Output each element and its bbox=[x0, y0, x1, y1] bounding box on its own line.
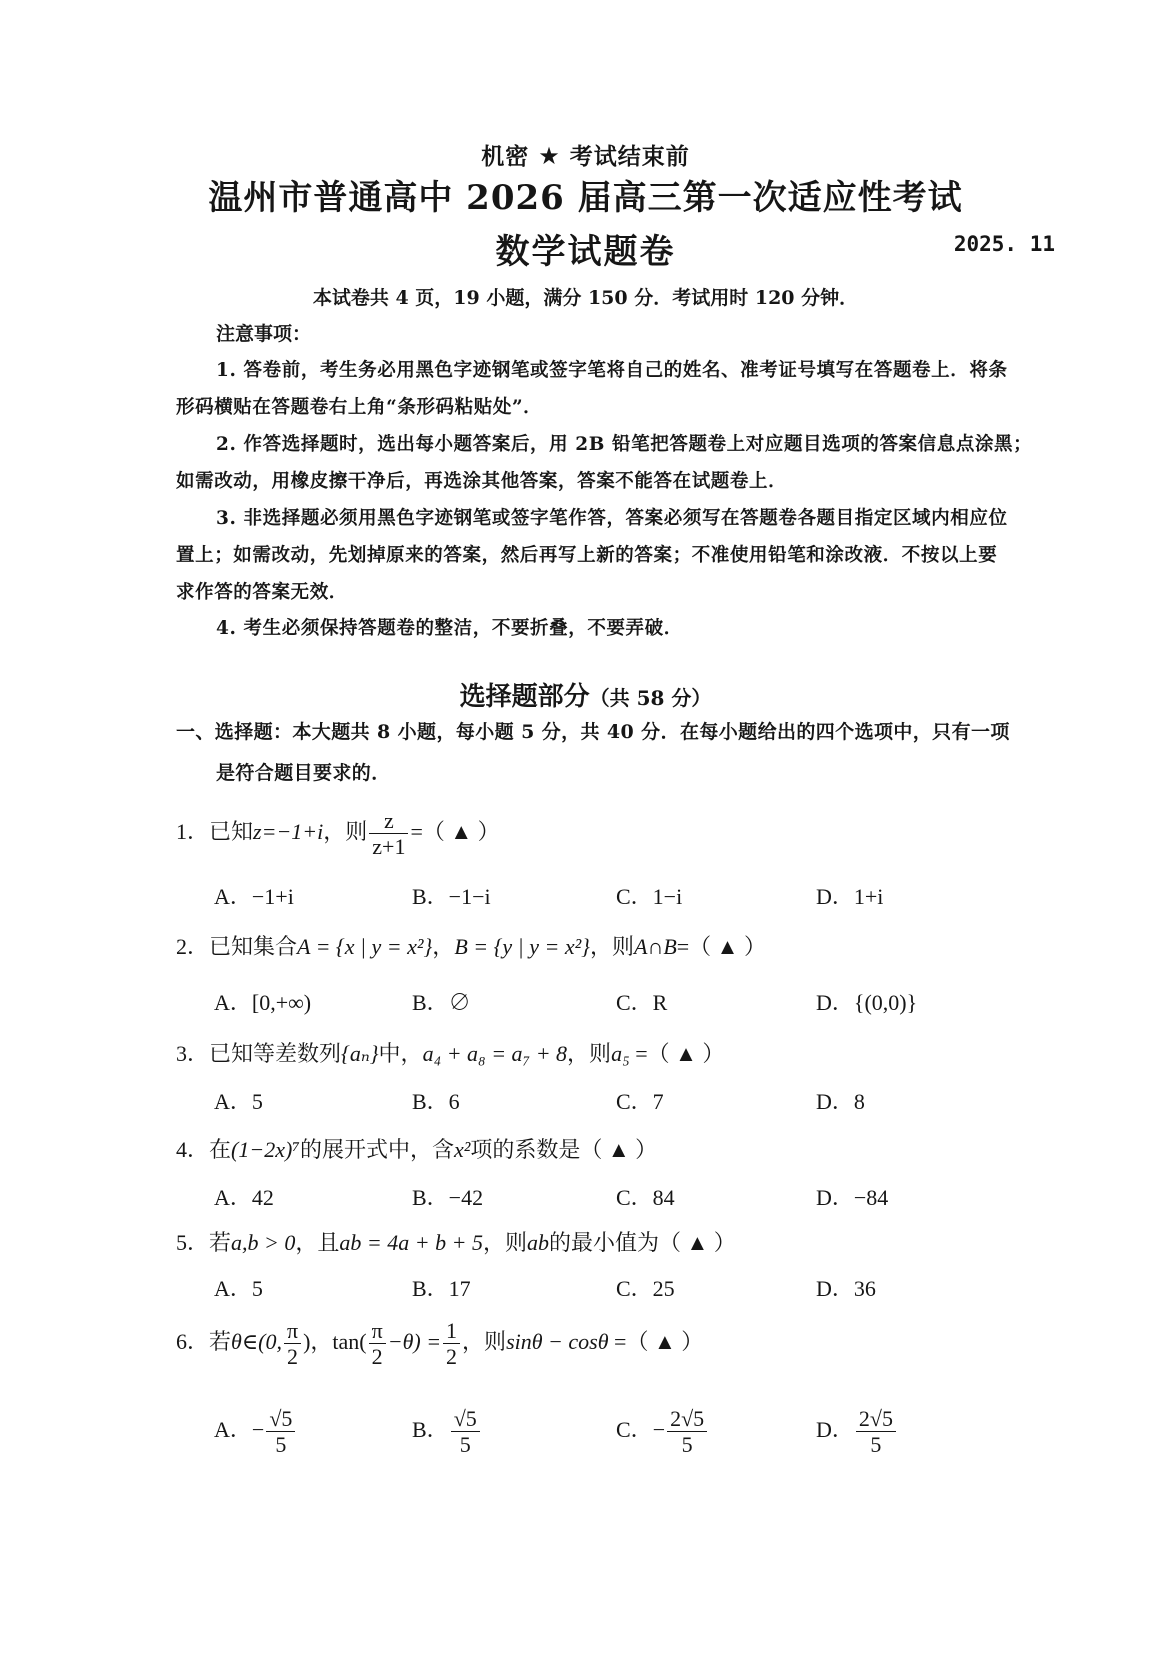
option-b: B．∅ bbox=[412, 990, 471, 1015]
option-a: A．−1+i bbox=[214, 884, 294, 909]
math-expression: x² bbox=[453, 1137, 471, 1162]
option-d: D．{(0,0)} bbox=[816, 990, 918, 1015]
option-d: D．1+i bbox=[816, 884, 884, 909]
question-1: 1．已知z=−1+i，则 $\frac{z}{z+1}$ =（ ▲ ） bbox=[176, 808, 500, 860]
fraction: $\frac{√5}{5}$ bbox=[451, 1406, 480, 1458]
option-d: D． $\frac{2√5}{5}$ bbox=[816, 1406, 898, 1458]
option-b: B．17 bbox=[412, 1276, 471, 1301]
part-intro: 是符合题目要求的． bbox=[216, 762, 391, 784]
option-c: C．R bbox=[616, 990, 668, 1015]
confidential-until-label: 考试结束前 bbox=[569, 144, 690, 170]
math-expression: ab bbox=[526, 1230, 549, 1255]
option-b: B．6 bbox=[412, 1089, 460, 1114]
math-expression: (1−2x)⁷ bbox=[231, 1137, 300, 1162]
math-expression: θ∈(0, bbox=[231, 1328, 282, 1354]
fraction: $\frac{z}{z+1}$ bbox=[369, 808, 408, 860]
option-d: D．8 bbox=[816, 1089, 865, 1114]
option-b: B．−42 bbox=[412, 1185, 484, 1210]
option-c: C．1−i bbox=[616, 884, 683, 909]
math-expression: sinθ − cosθ bbox=[506, 1328, 609, 1354]
option-d: D．36 bbox=[816, 1276, 876, 1301]
fraction: $\frac{2√5}{5}$ bbox=[667, 1406, 707, 1458]
fraction: $\frac{√5}{5}$ bbox=[266, 1406, 295, 1458]
section-points: （共 58 分） bbox=[589, 686, 712, 710]
exam-title: 温州市普通高中 2026 届高三第一次适应性考试 bbox=[208, 178, 963, 218]
question-3: 3．已知等差数列{aₙ}中，a₄ + a₈ = a₇ + 8，则a₅ =（ ▲ ） bbox=[176, 1041, 725, 1066]
math-expression: A = {x | y = x²} bbox=[297, 934, 433, 959]
math-expression: a₄ + a₈ = a₇ + 8 bbox=[422, 1041, 568, 1066]
option-a: A．5 bbox=[214, 1089, 263, 1114]
fraction: $\frac{2√5}{5}$ bbox=[856, 1406, 896, 1458]
option-a: A．− $\frac{√5}{5}$ bbox=[214, 1406, 297, 1458]
notice-line: 如需改动，用橡皮擦干净后，再选涂其他答案，答案不能答在试题卷上． bbox=[176, 471, 788, 492]
star-icon: ★ bbox=[538, 142, 561, 170]
math-expression: ab = 4a + b + 5 bbox=[339, 1230, 483, 1255]
exam-date: 2025. 11 bbox=[953, 232, 1055, 256]
math-expression: A∩B bbox=[634, 934, 677, 959]
math-expression: z=−1+i bbox=[253, 818, 324, 844]
notice-line: 2. 作答选择题时，选出每小题答案后，用 2B 铅笔把答题卷上对应题目选项的答案信息点涂黑； bbox=[216, 434, 1033, 455]
math-expression: a,b > 0 bbox=[231, 1230, 296, 1255]
math-expression: a₅ bbox=[611, 1041, 630, 1066]
option-c: C．7 bbox=[616, 1089, 664, 1114]
option-c: C．− $\frac{2√5}{5}$ bbox=[616, 1406, 709, 1458]
section-title bbox=[0, 676, 1171, 713]
option-c: C．84 bbox=[616, 1185, 675, 1210]
option-c: C．25 bbox=[616, 1276, 675, 1301]
notice-line: 4. 考生必须保持答题卷的整洁，不要折叠，不要弄破． bbox=[216, 618, 683, 639]
option-b: B．−1−i bbox=[412, 884, 491, 909]
question-6: 6．若θ∈(0, $\frac{\pi}{2}$ )，tan( $\frac{\pi}{2}$ −θ) = $\frac{1}{2}$ ，则sinθ − cosθ =（ ▲ ） bbox=[176, 1318, 704, 1370]
fraction: $\frac{\pi}{2}$ bbox=[369, 1318, 386, 1370]
notice-heading: 注意事项： bbox=[216, 323, 312, 345]
part-intro: 一、选择题：本大题共 8 小题，每小题 5 分，共 40 分．在每小题给出的四个选项中，只有一项 bbox=[176, 721, 1010, 743]
option-b: B． $\frac{√5}{5}$ bbox=[412, 1406, 482, 1458]
option-d: D．−84 bbox=[816, 1185, 889, 1210]
notice-line: 3. 非选择题必须用黑色字迹钢笔或签字笔作答，答案必须写在答题卷各题目指定区域内相应位 bbox=[216, 508, 1008, 529]
confidential-label: 机密 bbox=[481, 144, 530, 170]
math-expression: B = {y | y = x²} bbox=[454, 934, 590, 959]
notice-line: 求作答的答案无效． bbox=[176, 582, 348, 603]
math-expression: {aₙ} bbox=[341, 1041, 379, 1066]
paper-subtitle: 数学试题卷 bbox=[495, 232, 676, 272]
notice-line: 形码横贴在答题卷右上角“条形码粘贴处”． bbox=[176, 397, 543, 418]
fraction: $\frac{1}{2}$ bbox=[443, 1318, 460, 1370]
question-5: 5．若a,b > 0，且ab = 4a + b + 5，则ab的最小值为（ ▲ ） bbox=[176, 1230, 736, 1255]
question-4: 4．在(1−2x)⁷的展开式中，含x²项的系数是（ ▲ ） bbox=[176, 1137, 658, 1162]
question-2: 2．已知集合A = {x | y = x²}，B = {y | y = x²}，则A∩B=（ ▲ ） bbox=[176, 934, 766, 959]
paper-summary: 本试卷共 4 页，19 小题，满分 150 分．考试用时 120 分钟． bbox=[312, 287, 859, 309]
notice-line: 1. 答卷前，考生务必用黑色字迹钢笔或签字笔将自己的姓名、准考证号填写在答题卷上．将条 bbox=[216, 360, 1008, 381]
option-a: A．[0,+∞) bbox=[214, 990, 312, 1015]
notice-line: 置上；如需改动，先划掉原来的答案，然后再写上新的答案；不准使用铅笔和涂改液．不按以上要 bbox=[176, 545, 998, 566]
option-a: A．42 bbox=[214, 1185, 274, 1210]
fraction: $\frac{\pi}{2}$ bbox=[284, 1318, 301, 1370]
option-a: A．5 bbox=[214, 1276, 263, 1301]
section-name: 选择题部分 bbox=[459, 682, 590, 712]
confidential-mark bbox=[0, 138, 1171, 171]
